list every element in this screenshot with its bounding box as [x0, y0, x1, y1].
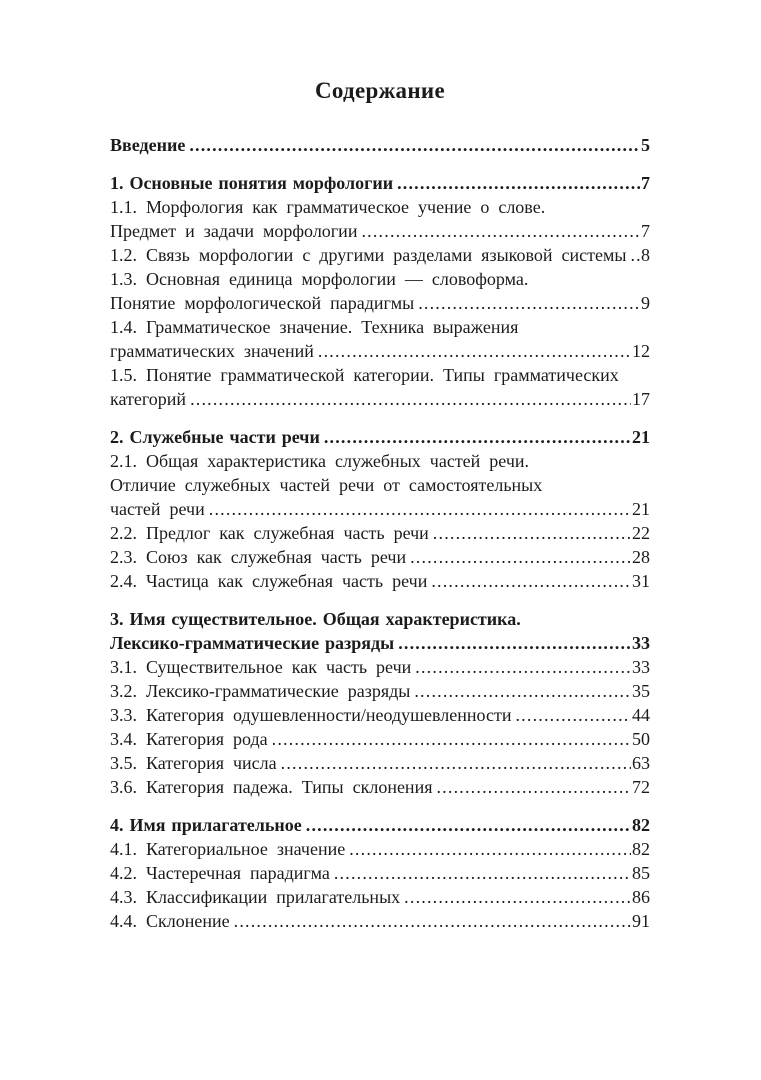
toc-entry	[110, 545, 650, 569]
toc-entry-text: 1.4. Грамматическое значение. Техника выражения	[110, 317, 519, 337]
dot-leader	[515, 703, 631, 727]
toc-entry-text: 2.4. Частица как служебная часть речи	[110, 571, 428, 591]
toc-line	[110, 497, 650, 521]
dot-leader	[318, 339, 631, 363]
toc-entry	[110, 569, 650, 593]
toc-entry-text: Введение	[110, 135, 186, 155]
toc-entry-text: 2.1. Общая характеристика служебных частей речи.	[110, 451, 530, 471]
toc-entry	[110, 449, 650, 521]
page-number: 72	[632, 777, 650, 797]
dot-leader	[209, 497, 631, 521]
dot-leader	[190, 387, 631, 411]
toc-entry	[110, 607, 650, 655]
toc-entry-text: 3.5. Категория числа	[110, 753, 277, 773]
toc-line	[110, 631, 650, 655]
toc-entry-text: 4. Имя прилагательное	[110, 815, 302, 835]
toc-line	[110, 171, 650, 195]
toc-line	[110, 387, 650, 411]
toc-entry-text: 3.1. Существительное как часть речи	[110, 657, 412, 677]
toc-entry-text: грамматических значений	[110, 341, 314, 361]
toc-line	[110, 243, 650, 267]
toc-line	[110, 545, 650, 569]
page-number: 44	[632, 705, 650, 725]
toc-line	[110, 449, 650, 473]
page-number: 9	[641, 293, 650, 313]
dot-leader	[630, 243, 640, 267]
toc-section	[110, 133, 650, 157]
toc-entry-text: 3.2. Лексико-грамматические разряды	[110, 681, 411, 701]
dot-leader	[414, 679, 631, 703]
page-number: 12	[632, 341, 650, 361]
toc-entries	[110, 133, 650, 933]
page-number: 85	[632, 863, 650, 883]
dot-leader	[281, 751, 631, 775]
toc-line	[110, 655, 650, 679]
toc-entry-text: Лексико-грамматические разряды	[110, 633, 395, 653]
toc-section	[110, 813, 650, 933]
toc-entry	[110, 727, 650, 751]
toc-entry	[110, 133, 650, 157]
toc-line	[110, 703, 650, 727]
toc-line	[110, 473, 650, 497]
toc-line	[110, 607, 650, 631]
page-number: 21	[632, 499, 650, 519]
toc-section	[110, 425, 650, 593]
toc-entry-text: 4.1. Категориальное значение	[110, 839, 346, 859]
toc-line	[110, 315, 650, 339]
toc-line	[110, 837, 650, 861]
dot-leader	[272, 727, 631, 751]
toc-entry-text: 1.2. Связь морфологии с другими разделами языковой системы	[110, 245, 627, 265]
dot-leader	[436, 775, 631, 799]
toc-entry-text: 3.3. Категория одушевленности/неодушевленности	[110, 705, 512, 725]
toc-line	[110, 775, 650, 799]
toc-entry	[110, 909, 650, 933]
page-number: 33	[632, 633, 650, 653]
page-number: 5	[641, 135, 650, 155]
dot-leader	[431, 569, 631, 593]
toc-entry	[110, 655, 650, 679]
toc-line	[110, 195, 650, 219]
toc-entry	[110, 315, 650, 363]
dot-leader	[334, 861, 631, 885]
page-number: 63	[632, 753, 650, 773]
toc-entry	[110, 813, 650, 837]
page-title: Содержание	[315, 78, 445, 103]
toc-entry	[110, 775, 650, 799]
toc-entry	[110, 751, 650, 775]
toc-entry	[110, 195, 650, 243]
toc-entry	[110, 267, 650, 315]
toc-entry	[110, 837, 650, 861]
toc-line	[110, 267, 650, 291]
page-number: 33	[632, 657, 650, 677]
toc-line	[110, 569, 650, 593]
dot-leader	[404, 885, 631, 909]
page-number: 21	[632, 427, 650, 447]
toc-line	[110, 909, 650, 933]
toc-entry	[110, 861, 650, 885]
toc-entry-text: 3.4. Категория рода	[110, 729, 268, 749]
dot-leader	[398, 631, 631, 655]
toc-line	[110, 219, 650, 243]
toc-entry-text: категорий	[110, 389, 187, 409]
toc-entry-text: 2.2. Предлог как служебная часть речи	[110, 523, 429, 543]
page-number: 82	[632, 815, 650, 835]
page-number: 31	[632, 571, 650, 591]
toc-entry	[110, 521, 650, 545]
toc-entry-text: 2.3. Союз как служебная часть речи	[110, 547, 407, 567]
page-number: 17	[632, 389, 650, 409]
toc-entry-text: 1.5. Понятие грамматической категории. Типы грамматических	[110, 365, 619, 385]
toc-section	[110, 607, 650, 799]
toc-line	[110, 291, 650, 315]
page-number: 8	[641, 245, 650, 265]
dot-leader	[349, 837, 631, 861]
toc-entry	[110, 703, 650, 727]
toc-line	[110, 861, 650, 885]
toc-entry-text: 2. Служебные части речи	[110, 427, 320, 447]
page-number: 82	[632, 839, 650, 859]
dot-leader	[418, 291, 640, 315]
toc-entry-text: 4.4. Склонение	[110, 911, 230, 931]
toc-entry	[110, 243, 650, 267]
toc-line	[110, 813, 650, 837]
dot-leader	[189, 133, 640, 157]
page-number: 22	[632, 523, 650, 543]
toc-entry-text: 1.1. Морфология как грамматическое учение о слове.	[110, 197, 546, 217]
toc-line	[110, 521, 650, 545]
toc-line	[110, 751, 650, 775]
toc-section	[110, 171, 650, 411]
toc-entry	[110, 363, 650, 411]
page-number: 7	[641, 173, 650, 193]
toc-line	[110, 425, 650, 449]
dot-leader	[433, 521, 631, 545]
toc-entry	[110, 679, 650, 703]
toc-line	[110, 679, 650, 703]
dot-leader	[234, 909, 631, 933]
toc-line	[110, 885, 650, 909]
toc-entry-text: Понятие морфологической парадигмы	[110, 293, 415, 313]
toc-entry-text: 1. Основные понятия морфологии	[110, 173, 394, 193]
page-number: 7	[641, 221, 650, 241]
toc-entry-text: 4.2. Частеречная парадигма	[110, 863, 330, 883]
toc-entry	[110, 425, 650, 449]
toc-entry	[110, 885, 650, 909]
toc-entry-text: 3.6. Категория падежа. Типы склонения	[110, 777, 433, 797]
toc-line	[110, 727, 650, 751]
dot-leader	[306, 813, 631, 837]
toc-entry-text: 3. Имя существительное. Общая характеристика.	[110, 609, 521, 629]
page-number: 50	[632, 729, 650, 749]
page-number: 28	[632, 547, 650, 567]
toc-entry-text: частей речи	[110, 499, 205, 519]
toc-line	[110, 339, 650, 363]
toc-line	[110, 363, 650, 387]
dot-leader	[410, 545, 631, 569]
dot-leader	[397, 171, 640, 195]
page-number: 35	[632, 681, 650, 701]
toc-entry-text: 1.3. Основная единица морфологии — словоформа.	[110, 269, 529, 289]
toc-entry-text: Предмет и задачи морфологии	[110, 221, 358, 241]
page-number: 86	[632, 887, 650, 907]
dot-leader	[324, 425, 631, 449]
dot-leader	[361, 219, 640, 243]
dot-leader	[415, 655, 631, 679]
toc-content	[110, 76, 650, 933]
toc-line	[110, 133, 650, 157]
toc-entry-text: Отличие служебных частей речи от самостоятельных	[110, 475, 543, 495]
toc-entry-text: 4.3. Классификации прилагательных	[110, 887, 401, 907]
page-number: 91	[632, 911, 650, 931]
toc-entry	[110, 171, 650, 195]
